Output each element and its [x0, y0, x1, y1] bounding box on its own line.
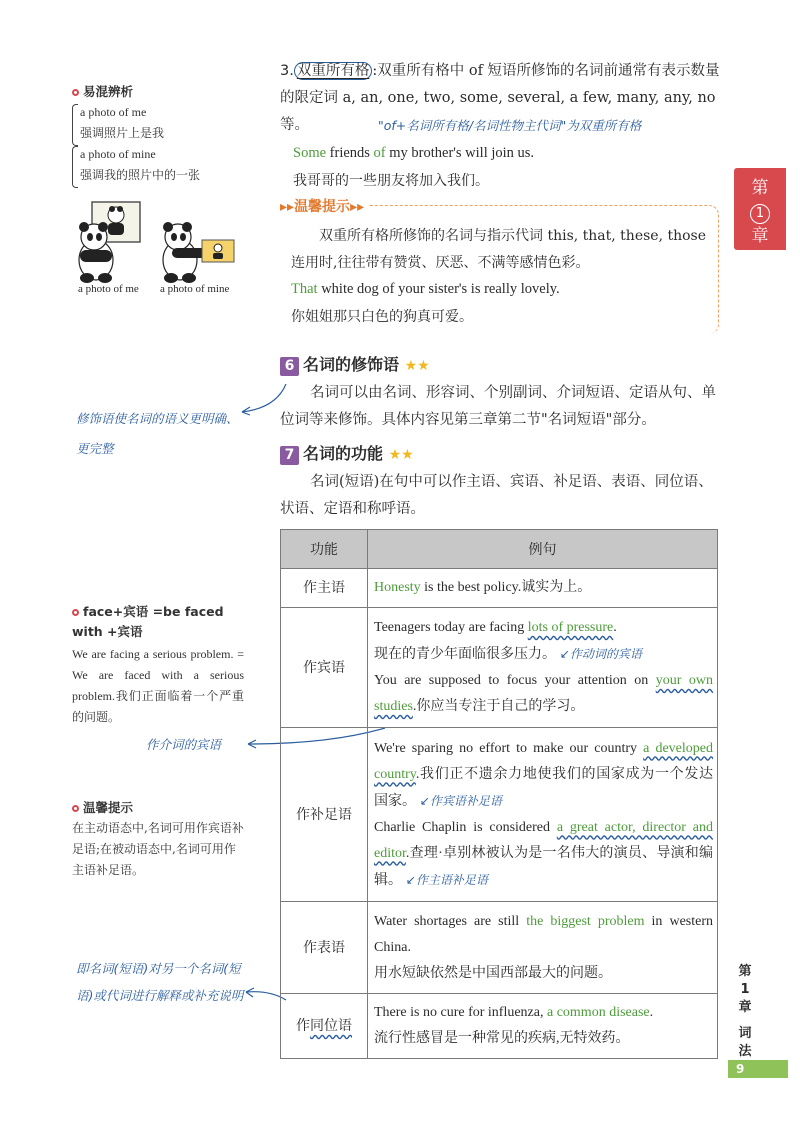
tip-arrow-icon: ▸▸ — [350, 199, 365, 215]
tip-example-en: That white dog of your sister's is really lovely. — [291, 281, 560, 297]
table-header-example: 例句 — [368, 530, 718, 569]
example1-en: Some friends of my brother's will join us. — [293, 145, 535, 161]
page-number: 9 — [728, 1060, 788, 1078]
brace-icon — [72, 146, 78, 188]
function-table — [280, 529, 718, 1059]
sidebar-tip-text: 在主动语态中,名词可用作宾语补足语;在被动语态中,名词可用作主语补足语。 — [72, 821, 244, 877]
sidebar-tip-heading: 温馨提示 — [72, 798, 133, 816]
table-row: 作表语 Water shortages are still the biggest problem in western China. 用水短缺依然是中国西部最大的问题。 — [281, 902, 718, 994]
confusion-heading: 易混辨析 — [72, 82, 133, 100]
table-row: 作主语 Honesty is the best policy.诚实为上。 — [281, 569, 718, 608]
table-header-func: 功能 — [281, 530, 368, 569]
brace-icon — [72, 104, 78, 146]
section6-text: 名词可以由名词、形容词、个别副词、介词短语、定语从句、单位词等来修饰。具体内容见第三章第二节"名词短语"部分。 — [280, 385, 716, 428]
table-row: 作补足语 We're sparing no effort to make our country a developed country.我们正不遗余力地使我们的国家成为一个发达国家。 ↙作宾语补足语 Charlie Chaplin is considered a great actor, director and editor.查理·卓别林被认为是一名伟大的演员、导演和编辑。 ↙作主语补足语 — [281, 728, 718, 902]
item3-handnote: "of+名词所有格/名词性物主代词"为双重所有格 — [378, 118, 642, 133]
example1-cn: 我哥哥的一些朋友将加入我们。 — [293, 173, 489, 189]
pic-caption-1: a photo of me — [78, 283, 139, 295]
chapter-side-label: 第 1 章 词 法 — [738, 964, 752, 1059]
star-icon: ★★ — [388, 447, 414, 463]
panda-illustration — [72, 190, 252, 285]
bullet-icon — [72, 805, 79, 812]
tip-label: ▸▸温馨提示▸▸ — [280, 196, 370, 216]
table-handnote: 作宾语补足语 — [429, 793, 502, 808]
face-heading: face+宾语 =be faced with +宾语 — [72, 604, 224, 639]
tip-example-cn: 你姐姐那只白色的狗真可爱。 — [291, 309, 473, 325]
note-modifier: 修饰语使名词的语义更明确、更完整 — [76, 411, 239, 456]
face-text: We are facing a serious problem. = We are faced with a serious problem.我们正面临着一个严重的问题。 — [72, 647, 244, 724]
bullet-icon — [72, 89, 79, 96]
section7-text: 名词(短语)在句中可以作主语、宾语、补足语、表语、同位语、状语、定语和称呼语。 — [280, 474, 713, 517]
bullet-icon — [72, 609, 79, 616]
section7-heading: 7 名词的功能 ★★ — [280, 441, 414, 465]
tip-arrow-icon: ▸▸ — [280, 199, 295, 215]
chapter-tab: 第 1 章 — [734, 168, 786, 250]
section6-heading: 6 名词的修饰语 ★★ — [280, 352, 430, 376]
table-row: 作宾语 Teenagers today are facing lots of pressure. 现在的青少年面临很多压力。 ↙作动词的宾语 You are supposed to focus your attention on your own studies.你应当专注于自己的学习。 — [281, 608, 718, 728]
table-row: 作同位语 There is no cure for influenza, a common disease. 流行性感冒是一种常见的疾病,无特效药。 — [281, 994, 718, 1059]
note-appositive: 即名词(短语)对另一个名词(短语)或代词进行解释或补充说明 — [76, 961, 244, 1003]
star-icon: ★★ — [404, 358, 430, 374]
item3-term: 双重所有格 — [294, 62, 373, 80]
table-header-row — [281, 530, 718, 569]
tip-text: 双重所有格所修饰的名词与指示代词 this, that, these, those 连用时,往往带有赞赏、厌恶、不满等感情色彩。 — [291, 228, 707, 271]
table-handnote: 作动词的宾语 — [569, 647, 642, 661]
item3-paragraph: 3. 双重所有格 :双重所有格中 of 短语所修饰的名词前通常有表示数量的限定词 a, an, one, two, some, several, a few, many, any, no 等。 — [280, 63, 720, 133]
pic-caption-2: a photo of mine — [160, 283, 230, 295]
note-prep-obj: 作介词的宾语 — [146, 737, 222, 752]
confusion-list: a photo of me 强调照片上是我 a photo of mine 强调我的照片中的一张 — [80, 105, 201, 182]
table-handnote: 作主语补足语 — [415, 872, 488, 887]
